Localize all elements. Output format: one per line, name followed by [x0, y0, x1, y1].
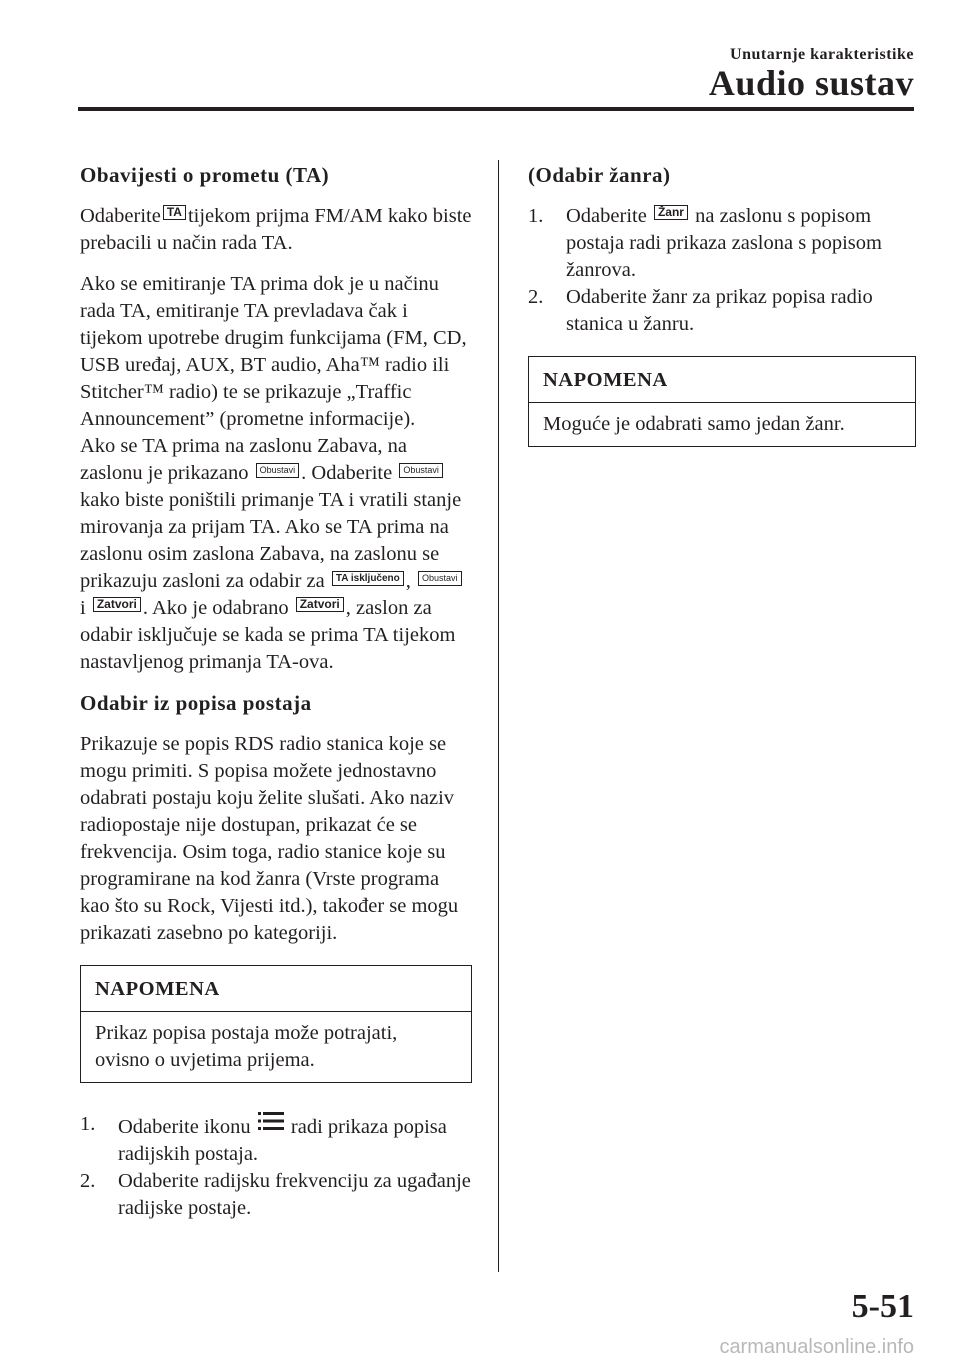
step-text-post: na zaslonu s popisom postaja radi prikaza zaslona s popisom žanrova.	[566, 205, 882, 281]
list-icon	[258, 1111, 284, 1131]
step-text: Odaberite ikonu	[118, 1116, 251, 1138]
step-text-post: radi prikaza popisa radijskih postaja.	[118, 1116, 447, 1165]
step-text: Odaberite radijsku frekvenciju za ugađanje radijske postaje.	[118, 1170, 471, 1219]
genre-heading: (Odabir žanra)	[528, 163, 671, 187]
station-list-paragraph: Prikazuje se popis RDS radio stanica koje se mogu primiti. S popisa možete jednostavno odabrati postaju koju želite slušati. Ako naziv radiopostaje nije dostupan, prikazat će se frekvencija. Osim toga, radio stanice koje su programirane na kod žanra (Vrste programa kao što su Rock, Vijesti itd.), također se mogu prikazati zasebno po kategoriji.	[80, 733, 459, 944]
obustavi-button-icon: Obustavi	[256, 463, 300, 478]
watermark: carmanualsonline.info	[719, 1336, 914, 1358]
note-box-genre	[528, 356, 916, 447]
ta-p3-text-b: . Odaberite	[301, 462, 393, 484]
zanr-button-icon: Žanr	[654, 205, 688, 220]
header-section-label: Unutarnje karakteristike	[730, 46, 914, 63]
ta-paragraph-1	[80, 203, 472, 257]
ta-iskljuceno-button-icon: TA isključeno	[332, 571, 404, 586]
page-number: 5-51	[851, 1288, 914, 1325]
obustavi-button-icon-2: Obustavi	[399, 463, 443, 478]
ta-paragraph-3	[80, 433, 472, 676]
note-title: NAPOMENA	[529, 357, 915, 403]
note-title: NAPOMENA	[81, 966, 471, 1012]
genre-steps	[528, 203, 916, 338]
step-number: 1.	[80, 1113, 96, 1135]
note-box-station-list	[80, 965, 472, 1083]
obustavi-button-icon-3: Obustavi	[418, 571, 462, 586]
ta-paragraph-2: Ako se emitiranje TA prima dok je u načinu rada TA, emitiranje TA prevladava čak i tijekom upotrebe drugim funkcijama (FM, CD, USB uređaj, AUX, BT audio, Aha™ radio ili Stitcher™ radio) te se prikazuje „Traffic Announcement” (prometne informacije).	[80, 273, 467, 430]
left-column	[80, 162, 472, 1222]
header-rule	[78, 107, 914, 111]
list-item	[80, 1111, 472, 1168]
ta-and: i	[80, 597, 86, 619]
step-number: 1.	[528, 205, 544, 227]
list-item	[528, 203, 916, 284]
list-item	[80, 1168, 472, 1222]
ta-p3-text-d: . Ako je odabrano	[142, 597, 289, 619]
ta-p1-text: Odaberite	[80, 205, 161, 227]
ta-heading: Obavijesti o prometu (TA)	[80, 163, 330, 187]
note-text: Prikaz popisa postaja može potrajati, ovisno o uvjetima prijema.	[95, 1022, 398, 1071]
station-list-heading: Odabir iz popisa postaja	[80, 691, 312, 715]
note-text: Moguće je odabrati samo jedan žanr.	[543, 413, 845, 435]
ta-p3-text-a: Ako se TA prima na zaslonu Zabava, na zaslonu je prikazano	[80, 435, 408, 484]
ta-p3-text-c: kako biste poništili primanje TA i vratili stanje mirovanja za prijam TA. Ako se TA prima na zaslonu osim zaslona Zabava, na zaslonu se prikazuju zasloni za odabir za	[80, 489, 462, 592]
step-number: 2.	[528, 286, 544, 308]
station-list-steps	[80, 1111, 472, 1222]
right-column	[528, 162, 916, 475]
zatvori-button-icon: Zatvori	[93, 597, 141, 612]
ta-p3-text-e: , zaslon za odabir isključuje se kada se prima TA tijekom nastavljenog primanja TA-ova.	[80, 597, 456, 673]
step-text: Odaberite žanr za prikaz popisa radio stanica u žanru.	[566, 286, 873, 335]
step-text: Odaberite	[566, 205, 647, 227]
step-number: 2.	[80, 1170, 96, 1192]
ta-comma: ,	[405, 570, 411, 592]
header-title: Audio sustav	[708, 63, 914, 103]
column-divider	[498, 160, 499, 1272]
zatvori-button-icon-2: Zatvori	[296, 597, 344, 612]
list-item	[528, 284, 916, 338]
ta-p1-text-post: tijekom prijma FM/AM kako biste prebacili u način rada TA.	[80, 205, 472, 254]
ta-button-icon: TA	[163, 205, 186, 220]
